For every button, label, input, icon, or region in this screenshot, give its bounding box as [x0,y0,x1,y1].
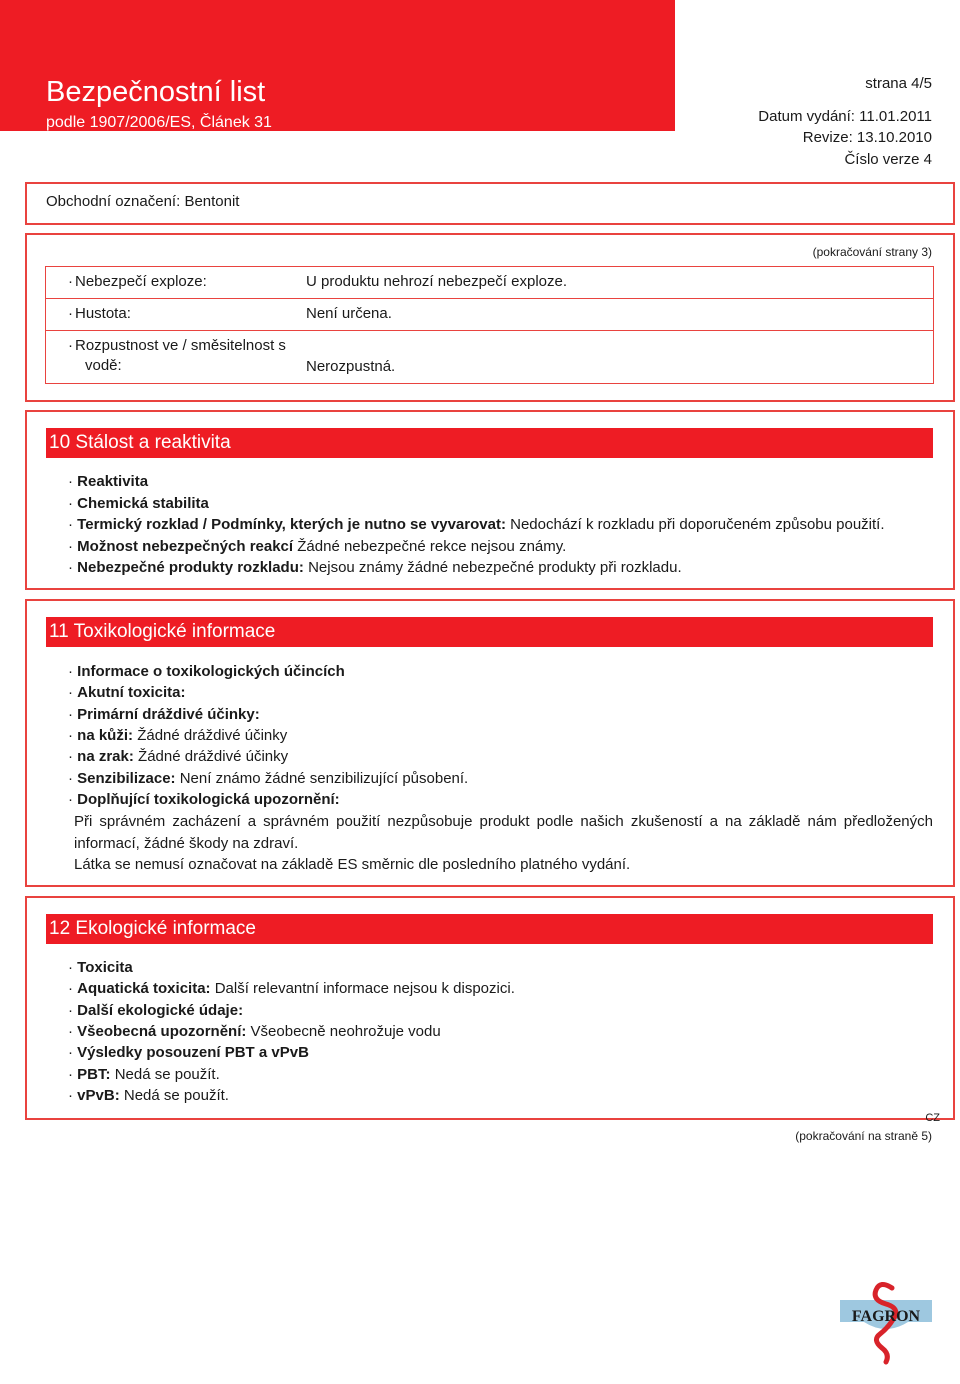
section12-line: · Všeobecná upozornění: Všeobecně neohrožuje vodu [68,1023,441,1040]
page-number: strana 4/5 [865,75,932,92]
section10-line: · Termický rozklad / Podmínky, kterých je nutno se vyvarovat: Nedochází k rozkladu při doporučeném způsobu použití. [68,516,885,533]
header-banner [0,0,675,131]
language-code: CZ [925,1112,940,1124]
property-row [46,331,933,383]
section11-title: 11 Toxikologické informace [46,617,933,647]
logo-text: FAGRON [851,1308,921,1325]
property-label: · Nebezpečí exploze: [46,267,306,298]
product-name [46,193,239,210]
section11-line: · na zrak: Žádné dráždivé účinky [68,748,289,765]
section11-line: · Primární dráždivé účinky: [68,706,260,723]
section10-line: · Možnost nebezpečných reakcí Žádné nebezpečné rekce nejsou známy. [68,538,567,555]
section10-line: · Reaktivita [68,473,149,490]
section12-line: · Další ekologické údaje: [68,1002,244,1019]
product-value: Bentonit [184,193,240,210]
section11-line: · Akutní toxicita: [68,684,186,701]
section12-line: · Aquatická toxicita: Další relevantní informace nejsou k dispozici. [68,980,515,997]
section11-line: · Informace o toxikologických účincích [68,663,345,680]
document-title: Bezpečnostní list [46,76,266,108]
section10-title: 10 Stálost a reaktivita [46,428,933,458]
section12-title: 12 Ekologické informace [46,914,933,944]
section12-line: · Toxicita [68,959,133,976]
property-row [46,267,933,299]
property-value: Není určena. [306,305,392,322]
version-number: Číslo verze 4 [844,151,932,168]
properties-table [45,266,934,384]
revision-date: Revize: 13.10.2010 [802,129,932,146]
issue-date: Datum vydání: 11.01.2011 [758,108,932,125]
section11-line: · na kůži: Žádné dráždivé účinky [68,727,288,744]
section11-line: · Senzibilizace: Není známo žádné senzibilizující působení. [68,770,469,787]
continuation-from: (pokračování strany 3) [812,245,932,259]
property-value: Nerozpustná. [306,358,396,375]
product-label: Obchodní označení: [46,193,181,210]
labelling-paragraph: Látka se nemusí označovat na základě ES směrnic dle posledního platného vydání. [74,856,631,873]
fagron-logo [836,1278,936,1368]
property-row [46,299,933,331]
section12-line: · vPvB: Nedá se použít. [68,1087,229,1104]
property-label: · Rozpustnost ve / směsitelnost s vodě: [46,331,306,383]
toxicology-paragraph: Při správném zacházení a správném použití nezpůsobuje produkt podle našich zkušeností a na základě nám předložených informací, žádné škody na zdraví. [74,813,933,852]
property-label: · Hustota: [46,299,306,330]
section12-line: · Výsledky posouzení PBT a vPvB [68,1044,309,1061]
section12-line: · PBT: Nedá se použít. [68,1066,220,1083]
continuation-to: (pokračování na straně 5) [795,1129,932,1143]
section11-line: · Doplňující toxikologická upozornění: [68,791,340,808]
document-subtitle: podle 1907/2006/ES, Článek 31 [46,114,272,131]
section10-line: · Nebezpečné produkty rozkladu: Nejsou známy žádné nebezpečné produkty při rozkladu. [68,559,682,576]
property-value: U produktu nehrozí nebezpečí exploze. [306,273,567,290]
section10-line: · Chemická stabilita [68,495,209,512]
